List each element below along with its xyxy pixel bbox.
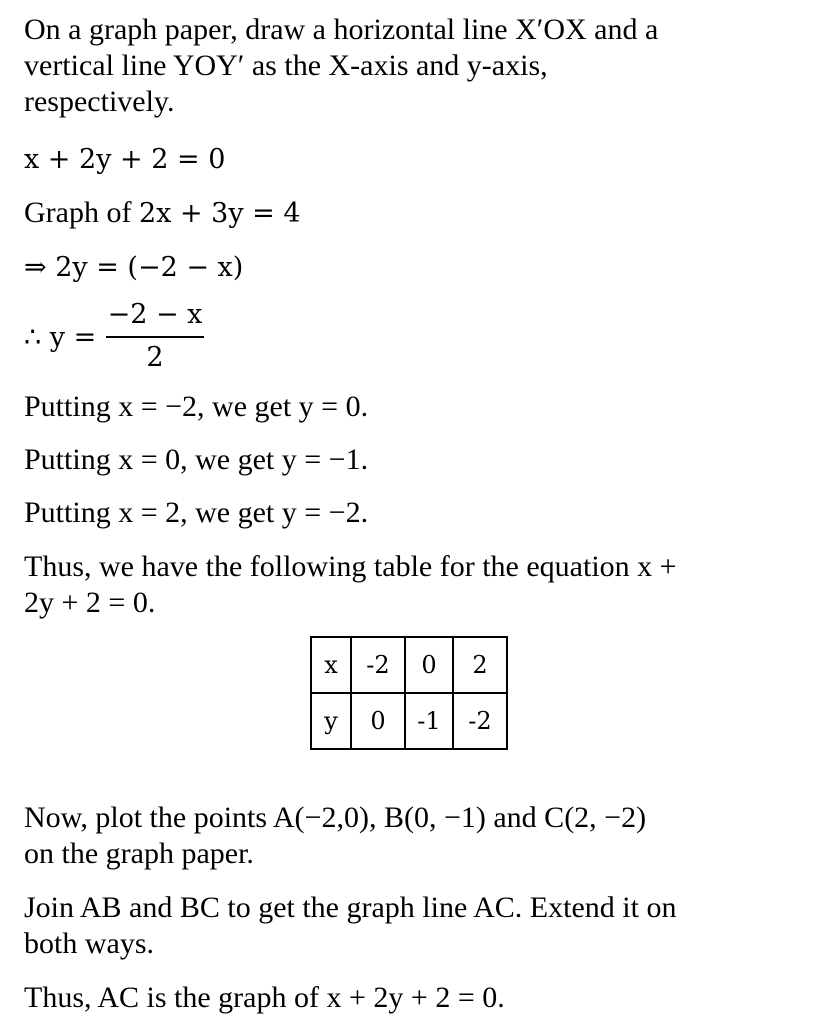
fraction-bar [106,336,204,338]
plot-line-2: on the graph paper. [24,837,254,870]
plot-line-1: Now, plot the points A(−2,0), B(0, −1) and C(2, −2) [24,801,647,834]
y-value-cell: -2 [453,693,507,749]
intro-line-2: vertical line YOY′ as the X-axis and y-axis, [24,49,548,82]
table-intro-line-2: 2y + 2 = 0. [24,586,156,619]
join-paragraph [24,890,676,962]
x-value-cell: -2 [351,637,405,693]
table-intro [24,549,677,621]
graph-of-line [24,195,301,232]
graph-of-expression: 2x + 3y = 4 [138,198,301,229]
y-fraction-step [24,296,324,376]
values-table [310,636,508,750]
plot-paragraph [24,800,646,872]
equation: x + 2y + 2 = 0 [24,144,226,175]
y-fraction [106,296,204,374]
x-label-cell: x [311,637,351,693]
intro-line-1: On a graph paper, draw a horizontal line X′OX and a [24,13,659,46]
table-row-y [311,693,507,749]
putting-line-2: Putting x = 0, we get y = −1. [24,443,369,476]
y-fraction-numerator: −2 − x [107,299,203,330]
join-line-1: Join AB and BC to get the graph line AC. Extend it on [24,891,677,924]
y-value-cell: -1 [405,693,453,749]
intro-paragraph [24,12,658,120]
table-intro-line-1: Thus, we have the following table for the equation x + [24,550,677,583]
intro-line-3: respectively. [24,85,175,118]
rearrange-step: ⇒ 2y = (−2 − x) [24,252,244,283]
table-row-x [311,637,507,693]
y-fraction-lhs: ∴ y = [24,322,97,353]
join-line-2: both ways. [24,927,154,960]
putting-line-1: Putting x = −2, we get y = 0. [24,390,369,423]
y-label-cell: y [311,693,351,749]
putting-line-3: Putting x = 2, we get y = −2. [24,496,369,529]
graph-of-prefix: Graph of [24,196,139,229]
x-value-cell: 0 [405,637,453,693]
y-value-cell: 0 [351,693,405,749]
x-value-cell: 2 [453,637,507,693]
y-fraction-denominator: 2 [146,342,164,373]
conclusion: Thus, AC is the graph of x + 2y + 2 = 0. [24,981,505,1014]
